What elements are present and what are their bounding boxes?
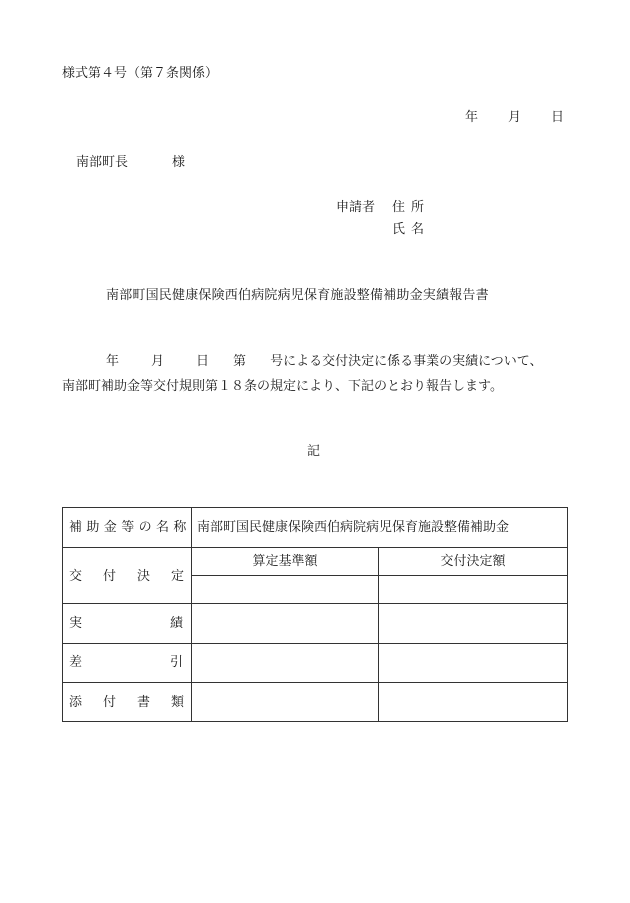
grant-decision-label [69, 569, 206, 585]
body-line1-rest: 号による交付決定に係る事業の実績について、 [270, 354, 543, 369]
form-number: 様式第４号（第７条関係） [62, 66, 219, 81]
col-header-decision: 交付決定額 [440, 554, 506, 569]
results-basis-cell[interactable] [192, 604, 378, 643]
attachments-decision-cell[interactable] [379, 683, 567, 721]
results-label: 実績 [69, 616, 272, 631]
body-line-2: 南部町補助金等交付規則第１８条の規定により、下記のとおり報告します。 [62, 379, 503, 394]
body-year: 年 [106, 354, 120, 369]
difference-label: 差引 [69, 655, 272, 670]
body-month: 月 [151, 354, 165, 369]
subsidy-name-label: 補助金等の名称 [69, 520, 191, 535]
body-day: 日 [196, 354, 210, 369]
body-no: 第 [233, 354, 247, 369]
difference-basis-cell[interactable] [192, 644, 378, 682]
date-line [465, 110, 564, 126]
document-title: 南部町国民健康保険西伯病院病児保育施設整備補助金実績報告書 [106, 288, 489, 303]
applicant-name-label: 氏名 [392, 222, 431, 237]
subsidy-name-value[interactable]: 南部町国民健康保険西伯病院病児保育施設整備補助金 [197, 520, 510, 535]
difference-decision-cell[interactable] [379, 644, 567, 682]
date-year-label: 年 [465, 110, 479, 125]
grant-decision-text: 交付決定 [69, 569, 206, 584]
results-decision-cell[interactable] [379, 604, 567, 643]
basis-amount-cell[interactable] [192, 576, 378, 603]
col-header-basis: 算定基準額 [252, 554, 318, 569]
addressee-name: 南部町長 [76, 155, 129, 170]
date-day-label: 日 [551, 110, 565, 125]
applicant-label: 申請者 [336, 200, 376, 215]
report-table [62, 507, 568, 722]
decision-amount-cell[interactable] [379, 576, 567, 603]
applicant-address-label: 住所 [392, 200, 431, 215]
date-month-label: 月 [508, 110, 522, 125]
ki-heading: 記 [307, 444, 321, 459]
attachments-basis-cell[interactable] [192, 683, 378, 721]
addressee-honorific: 様 [172, 155, 186, 170]
addressee [76, 155, 185, 171]
body-line-1 [106, 354, 543, 370]
attachments-label: 添付書類 [69, 695, 206, 710]
table-hline [63, 547, 567, 548]
